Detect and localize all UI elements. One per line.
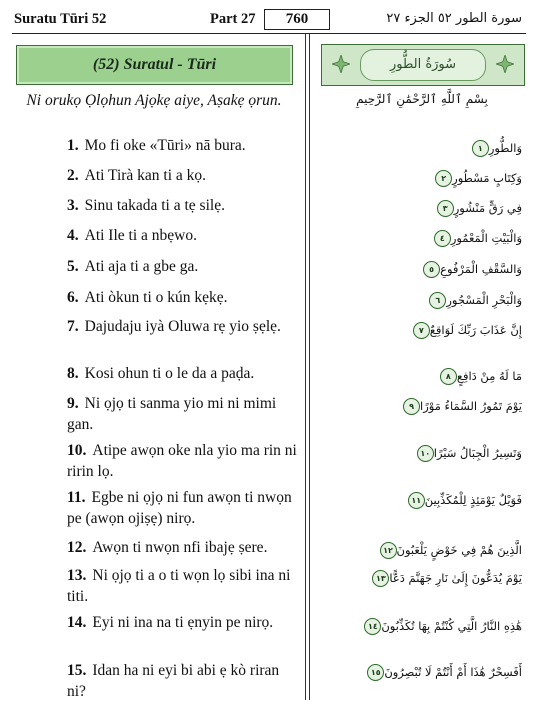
ayah-text: فِي رَقٍّ مَنْشُورٍ [453, 201, 522, 215]
verse-number: 3. [67, 197, 79, 214]
verse-translation: Ati Ile ti a nbẹwo. [84, 227, 197, 244]
ayah-number-medallion-icon: ٨ [440, 368, 457, 385]
ornament-star-icon [332, 55, 350, 73]
ayah-number-medallion-icon: ١٥ [367, 664, 384, 681]
ayah-text: أَفَسِحْرٌ هَٰذَا أَمْ أَنْتُمْ لَا تُبْصِرُونَ [384, 665, 522, 679]
ayah-number-medallion-icon: ١ [472, 140, 489, 157]
verse-number: 1. [67, 137, 79, 154]
verse-translation: Kosi ohun ti o le da a paḍa. [84, 365, 255, 382]
sura-title-box [16, 45, 293, 85]
ayah-text: وَالْبَحْرِ الْمَسْجُورِ [446, 293, 522, 307]
verse-number: 5. [67, 258, 79, 275]
verse-text [67, 195, 299, 216]
ayah-arabic [326, 618, 522, 635]
ayah-arabic [326, 492, 522, 509]
ayah-arabic [326, 570, 522, 587]
verse-text [67, 165, 299, 186]
ayah-arabic [326, 398, 522, 415]
verse-text [67, 487, 299, 529]
ayah-text: هَٰذِهِ النَّارُ الَّتِي كُنْتُمْ بِهَا تُكَذِّبُونَ [381, 619, 522, 633]
sura-banner-arabic [321, 44, 525, 86]
header-rule [12, 33, 526, 34]
header-sura-name: Suratu Tūri 52 [14, 11, 107, 27]
ayah-number-medallion-icon: ٩ [403, 398, 420, 415]
ayah-arabic [326, 542, 522, 559]
ayah-arabic [326, 230, 522, 247]
ayah-number-medallion-icon: ٤ [434, 230, 451, 247]
verse-translation: Mo fi oke «Tūri» nā bura. [84, 137, 246, 154]
ayah-arabic [326, 664, 522, 681]
verse-text [67, 612, 299, 633]
ayah-text: يَوْمَ تَمُورُ السَّمَاءُ مَوْرًا [420, 399, 522, 413]
verse-number: 15. [67, 662, 87, 679]
ayah-text: فَوَيْلٌ يَوْمَئِذٍ لِلْمُكَذِّبِينَ [424, 493, 522, 507]
ayah-number-medallion-icon: ٣ [437, 200, 454, 217]
verse-translation: Eyi ni ina na ti ẹnyin pe nirọ. [92, 614, 274, 631]
ayah-arabic [326, 322, 522, 339]
basmala-translation: Ni orukọ Ọlọhun Ajọkẹ aiye, Aṣakẹ ọrun. [26, 92, 282, 109]
ayah-text: يَوْمَ يُدَعُّونَ إِلَىٰ نَارِ جَهَنَّمَ دَعًّا [389, 571, 522, 585]
verse-number: 12. [67, 539, 87, 556]
ayah-number-medallion-icon: ٦ [429, 292, 446, 309]
ayah-text: وَكِتَابٍ مَسْطُورٍ [452, 171, 522, 185]
header-arabic: سورة الطور ٥٢ الجزء ٢٧ [386, 11, 522, 26]
ayah-number-medallion-icon: ١٠ [417, 445, 434, 462]
ayah-text: وَالطُّورِ [488, 141, 522, 155]
verse-text [67, 393, 299, 435]
ayah-text: وَتَسِيرُ الْجِبَالُ سَيْرًا [433, 446, 522, 460]
ayah-text: وَالْبَيْتِ الْمَعْمُورِ [450, 231, 522, 245]
verse-number: 11. [67, 489, 86, 506]
ayah-number-medallion-icon: ١١ [408, 492, 425, 509]
ayah-arabic [326, 292, 522, 309]
verse-translation: Idan ha ni eyi bi abi ẹ kò riran ni? [67, 662, 280, 700]
verse-text [67, 316, 299, 337]
ayah-number-medallion-icon: ١٢ [380, 542, 397, 559]
verse-translation: Ati òkun ti o kún kẹkẹ. [84, 289, 228, 306]
ayah-arabic [326, 200, 522, 217]
sura-title: (52) Suratul - Tūri [92, 56, 217, 73]
page-header [14, 6, 526, 30]
sura-name-arabic: سُورَةُ الطُّورِ [360, 49, 486, 81]
verse-translation: Awọn ti nwọn nfi ibajẹ ṣere. [92, 539, 268, 556]
verse-text [67, 225, 299, 246]
ayah-arabic [326, 170, 522, 187]
verse-text [67, 565, 299, 607]
ayah-text: الَّذِينَ هُمْ فِي خَوْضٍ يَلْعَبُونَ [396, 543, 522, 557]
verse-number: 7. [67, 318, 79, 335]
basmala-arabic: بِسْمِ ٱللَّهِ ٱلرَّحْمَٰنِ ٱلرَّحِيمِ [356, 92, 488, 106]
ayah-text: وَالسَّقْفِ الْمَرْفُوعِ [440, 262, 522, 276]
verse-text [67, 363, 299, 384]
verse-number: 6. [67, 289, 79, 306]
verse-translation: Sinu takada ti a tẹ silẹ. [84, 197, 225, 214]
verse-text [67, 440, 299, 482]
verse-number: 8. [67, 365, 79, 382]
verse-text [67, 660, 299, 702]
ayah-text: مَا لَهُ مِنْ دَافِعٍ [456, 369, 522, 383]
column-divider-inner [309, 33, 310, 700]
verse-translation: Dajudaju iyà Oluwa rẹ yio ṣẹlẹ. [84, 318, 281, 335]
verse-number: 2. [67, 167, 79, 184]
verse-translation: Atipe awọn oke nla yio ma rin ni ririn lọ. [67, 442, 297, 480]
verse-translation: Ati aja ti a gbe ga. [84, 258, 199, 275]
verse-text [67, 256, 299, 277]
verse-number: 14. [67, 614, 87, 631]
ayah-arabic [326, 368, 522, 385]
verse-translation: Ni ọjọ ti sanma yio mi ni mimi gan. [67, 395, 277, 433]
ayah-arabic [326, 445, 522, 462]
page-number: 760 [264, 9, 330, 30]
verse-translation: Egbe ni ọjọ ni fun awọn ti nwọn pe (awọn ojiṣẹ) nirọ. [67, 489, 292, 527]
ayah-number-medallion-icon: ٢ [435, 170, 452, 187]
column-divider [305, 33, 306, 700]
header-part: Part 27 [210, 11, 256, 27]
ayah-number-medallion-icon: ٥ [423, 261, 440, 278]
ayah-number-medallion-icon: ٧ [413, 322, 430, 339]
verse-translation: Ni ọjọ ti a o ti wọn lọ sibi ina ni titi. [67, 567, 291, 605]
ornament-star-icon [496, 55, 514, 73]
ayah-number-medallion-icon: ١٣ [372, 570, 389, 587]
verse-number: 9. [67, 395, 79, 412]
ayah-text: إِنَّ عَذَابَ رَبِّكَ لَوَاقِعٌ [429, 323, 522, 337]
verse-number: 10. [67, 442, 87, 459]
verse-text [67, 287, 299, 308]
verse-number: 13. [67, 567, 87, 584]
verse-number: 4. [67, 227, 79, 244]
ayah-arabic [326, 140, 522, 157]
ayah-number-medallion-icon: ١٤ [364, 618, 381, 635]
ayah-arabic [326, 261, 522, 278]
verse-translation: Ati Tirà kan ti a kọ. [84, 167, 207, 184]
verse-text [67, 135, 299, 156]
verse-text [67, 537, 299, 558]
